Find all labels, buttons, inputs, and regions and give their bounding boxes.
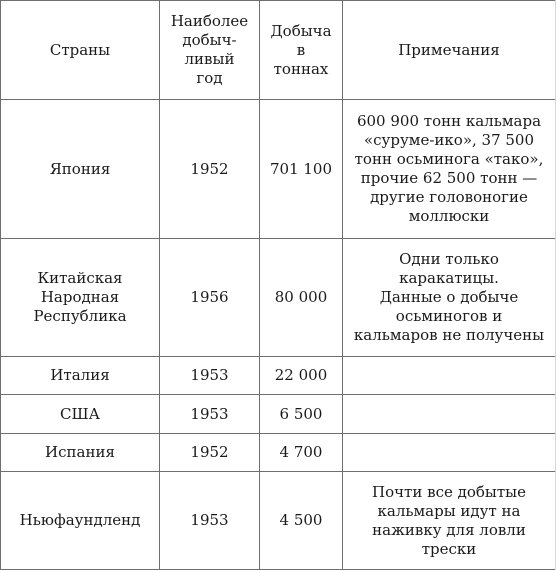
cell-note: Одни только каракатицы. Данные о добыче осьминогов и кальмаров не получены: [343, 239, 556, 357]
cell-tonnage: 4 700: [260, 434, 343, 472]
header-notes: Примечания: [343, 1, 556, 100]
cell-tonnage: 22 000: [260, 357, 343, 395]
table-row: [1, 100, 556, 239]
cell-country: Китайская Народная Республика: [1, 239, 160, 357]
cell-tonnage: 6 500: [260, 395, 343, 434]
table-row: [1, 357, 556, 395]
cell-year: 1952: [160, 100, 260, 239]
cell-note: [343, 434, 556, 472]
cell-year: 1953: [160, 357, 260, 395]
header-peak-year: Наиболее добыч- ливый год: [160, 1, 260, 100]
table-row: [1, 434, 556, 472]
cell-country: Испания: [1, 434, 160, 472]
cell-year: 1953: [160, 472, 260, 570]
cell-note: [343, 357, 556, 395]
table-header-row: [1, 1, 556, 100]
header-country: Страны: [1, 1, 160, 100]
cell-country: Япония: [1, 100, 160, 239]
cell-note: 600 900 тонн кальмара «суруме-ико», 37 500 тонн осьминога «тако», прочие 62 500 тонн — другие головоногие моллюски: [343, 100, 556, 239]
header-tonnage: Добыча в тоннах: [260, 1, 343, 100]
cell-note: [343, 395, 556, 434]
cell-year: 1952: [160, 434, 260, 472]
cell-tonnage: 701 100: [260, 100, 343, 239]
cell-year: 1956: [160, 239, 260, 357]
table-row: [1, 472, 556, 570]
cell-country: Ньюфаундленд: [1, 472, 160, 570]
cell-country: Италия: [1, 357, 160, 395]
cell-tonnage: 4 500: [260, 472, 343, 570]
cell-country: США: [1, 395, 160, 434]
table-row: [1, 395, 556, 434]
cell-note: Почти все добытые кальмары идут на наживку для ловли трески: [343, 472, 556, 570]
table-row: [1, 239, 556, 357]
cell-tonnage: 80 000: [260, 239, 343, 357]
cell-year: 1953: [160, 395, 260, 434]
